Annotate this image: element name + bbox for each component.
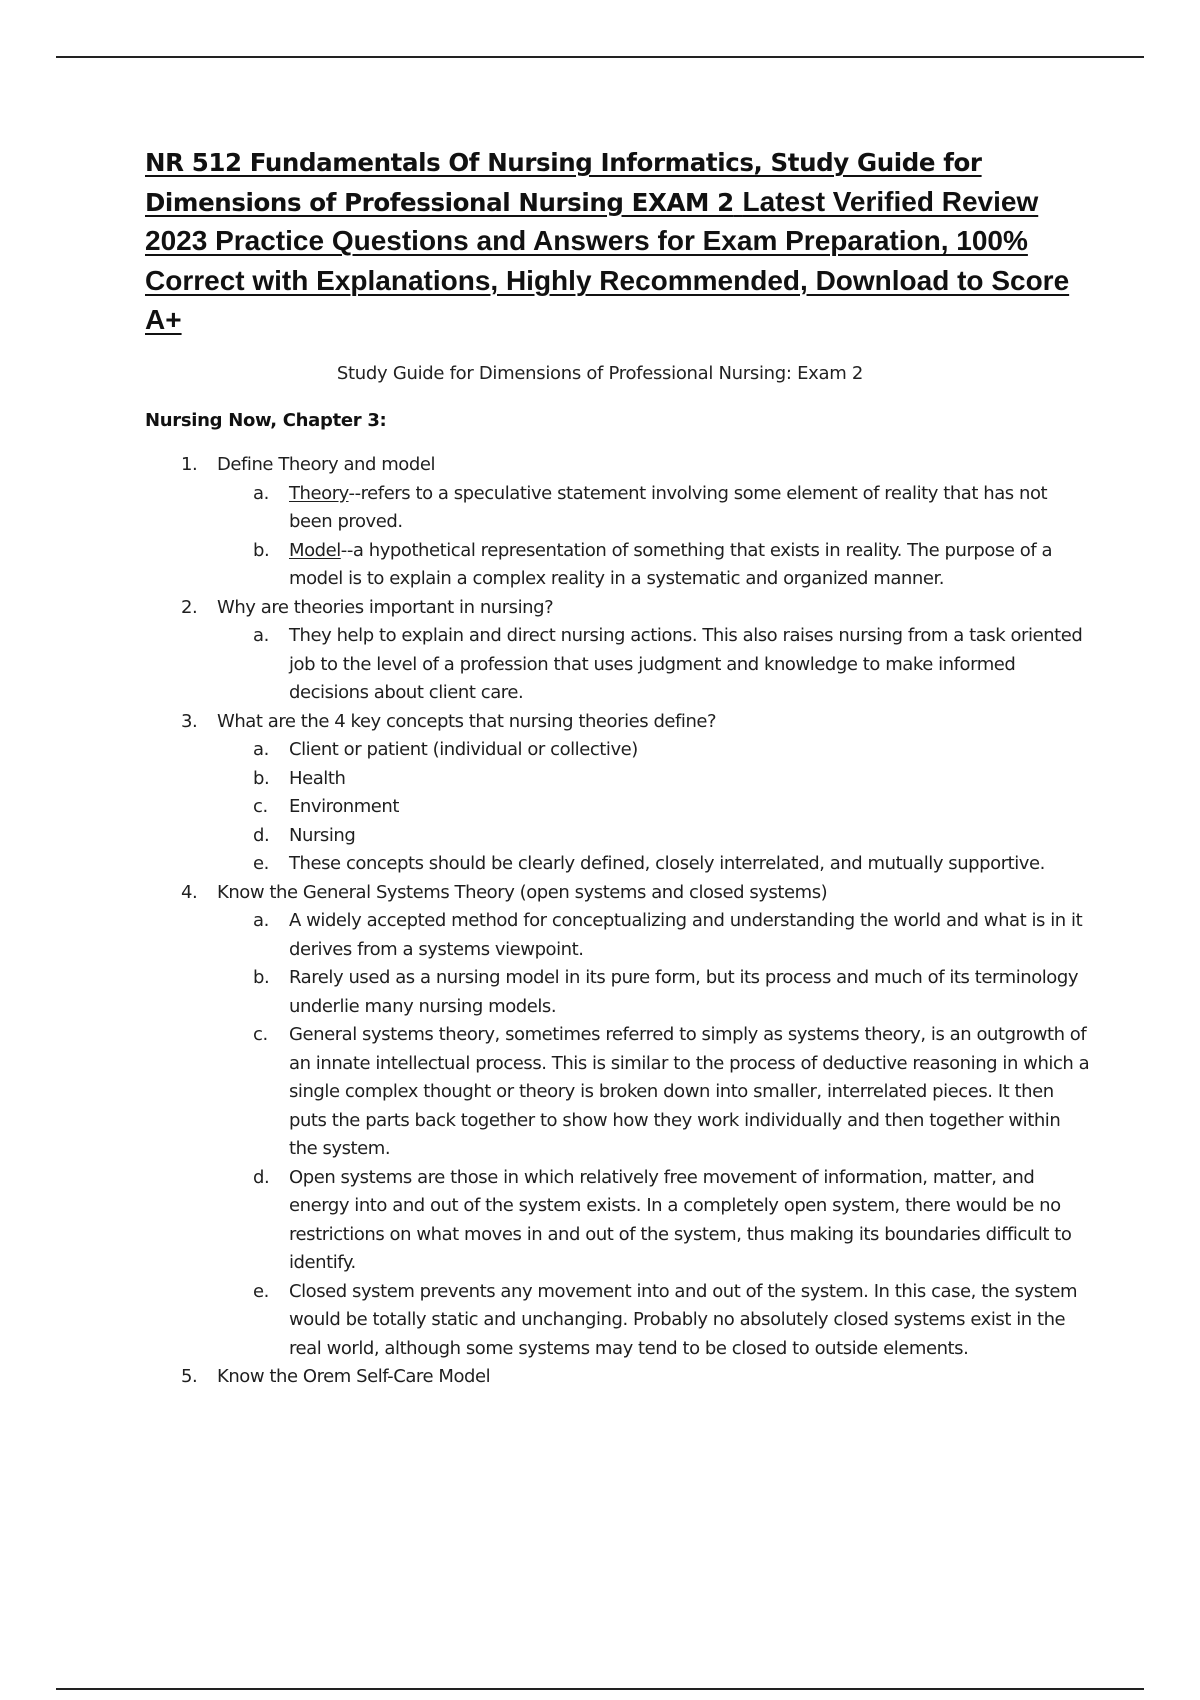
document-title	[145, 144, 1095, 341]
section-heading: Nursing Now, Chapter 3:	[145, 410, 387, 431]
answer-text	[289, 736, 1090, 765]
question-item	[145, 451, 1090, 480]
answer-text	[289, 537, 1090, 594]
answer-letter: a.	[253, 739, 269, 760]
answer-body: Environment	[289, 796, 399, 817]
answer-letter: d.	[253, 824, 270, 846]
question-number: 3.	[181, 710, 198, 732]
answer-item	[145, 622, 1090, 708]
answer-letter: b.	[253, 767, 270, 789]
answer-text	[289, 1278, 1090, 1364]
answer-body: They help to explain and direct nursing actions. This also raises nursing from a task oriented job to the level of a profession that uses judgment and knowledge to make informed decisions about client care.	[289, 625, 1083, 703]
question-text: What are the 4 key concepts that nursing theories define?	[217, 710, 717, 732]
answer-text	[289, 822, 1090, 851]
answer-body: General systems theory, sometimes referred to simply as systems theory, is an outgrowth of an innate intellectual process. This is similar to the process of deductive reasoning in which a single complex thought or theory is broken down into smaller, interrelated pieces. It then puts the parts back together to show how they work individually and then together within the system.	[289, 1024, 1090, 1159]
question-number: 4.	[181, 881, 198, 903]
question-text: Know the General Systems Theory (open systems and closed systems)	[217, 881, 828, 903]
answer-letter: c.	[253, 796, 268, 817]
answer-item	[145, 736, 1090, 765]
answer-letter: b.	[253, 539, 270, 561]
answer-letter: a.	[253, 482, 269, 504]
answer-text	[289, 1164, 1090, 1278]
answer-term: Theory	[289, 482, 349, 504]
answer-letter: a.	[253, 625, 269, 646]
answer-item	[145, 1021, 1090, 1164]
answer-text	[289, 964, 1090, 1021]
answer-body: Client or patient (individual or collective)	[289, 739, 638, 760]
answer-item	[145, 907, 1090, 964]
question-item	[145, 594, 1090, 623]
answer-item	[145, 537, 1090, 594]
answer-item	[145, 793, 1090, 822]
question-item	[145, 708, 1090, 737]
answer-text	[289, 850, 1090, 879]
answer-body: These concepts should be clearly defined, closely interrelated, and mutually supportive.	[289, 853, 1045, 874]
answer-item	[145, 850, 1090, 879]
answer-body: Rarely used as a nursing model in its pure form, but its process and much of its terminology underlie many nursing models.	[289, 967, 1079, 1017]
answer-item	[145, 480, 1090, 537]
answer-text	[289, 765, 1090, 794]
question-item	[145, 879, 1090, 908]
answer-letter: a.	[253, 910, 269, 931]
answer-text	[289, 622, 1090, 708]
question-number: 1.	[181, 454, 198, 475]
answer-body: --refers to a speculative statement involving some element of reality that has not been proved.	[289, 482, 1048, 532]
title-part-1: NR 512 Fundamentals Of Nursing Informatics, Study Guide for Dimensions of Professional Nursing EXAM 2	[145, 148, 982, 217]
answer-text	[289, 480, 1090, 537]
question-text: Why are theories important in nursing?	[217, 596, 554, 618]
answer-letter: d.	[253, 1166, 270, 1188]
answer-letter: e.	[253, 853, 269, 874]
question-text: Know the Orem Self-Care Model	[217, 1366, 491, 1387]
question-number: 5.	[181, 1366, 198, 1387]
answer-letter: e.	[253, 1280, 269, 1302]
answer-item	[145, 964, 1090, 1021]
question-number: 2.	[181, 596, 198, 618]
question-text: Define Theory and model	[217, 454, 436, 475]
answer-body: Open systems are those in which relatively free movement of information, matter, and energy into and out of the system exists. In a completely open system, there would be no restrictions on what moves in and out of the system, thus making its boundaries difficult to identify.	[289, 1166, 1072, 1273]
header-rule	[56, 56, 1144, 58]
answer-body: Closed system prevents any movement into and out of the system. In this case, the system would be totally static and unchanging. Probably no absolutely closed systems exist in the real world, although some systems may tend to be closed to outside elements.	[289, 1280, 1078, 1359]
answer-term: Model	[289, 539, 341, 561]
question-list	[145, 451, 1090, 1392]
answer-item	[145, 1278, 1090, 1364]
answer-body: Health	[289, 767, 346, 789]
question-item	[145, 1363, 1090, 1392]
answer-letter: b.	[253, 967, 270, 988]
answer-letter: c.	[253, 1024, 268, 1045]
answer-text	[289, 907, 1090, 964]
answer-text	[289, 793, 1090, 822]
title-part-2: Latest Verified Review 2023 Practice Questions and Answers for Exam Preparation, 100% Correct with Explanations, Highly Recommended, Download to Score A+	[145, 185, 1070, 335]
document-subtitle: Study Guide for Dimensions of Professional Nursing: Exam 2	[336, 363, 864, 384]
answer-item	[145, 765, 1090, 794]
answer-text	[289, 1021, 1090, 1164]
answer-body: --a hypothetical representation of something that exists in reality. The purpose of a model is to explain a complex reality in a systematic and organized manner.	[289, 539, 1053, 589]
answer-item	[145, 1164, 1090, 1278]
footer-rule	[56, 1688, 1144, 1690]
answer-body: A widely accepted method for conceptualizing and understanding the world and what is in it derives from a systems viewpoint.	[289, 910, 1083, 960]
answer-item	[145, 822, 1090, 851]
answer-body: Nursing	[289, 824, 356, 846]
